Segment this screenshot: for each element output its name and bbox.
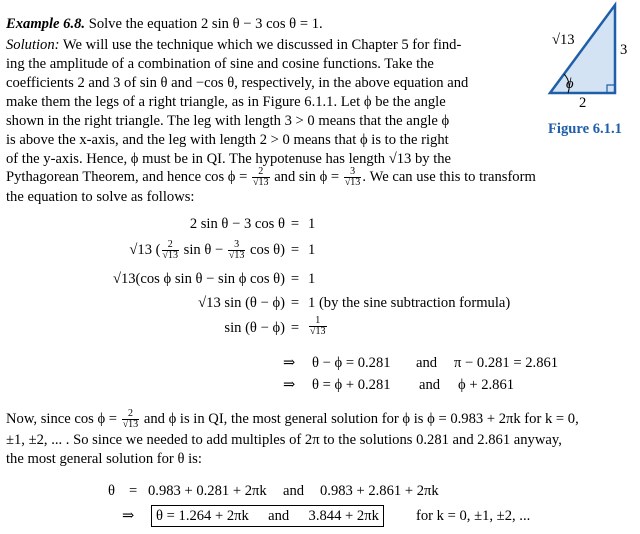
derivation-eq-4: =: [290, 295, 300, 311]
angle-phi-label: ϕ: [566, 76, 574, 92]
final-arrow: ⇒: [122, 508, 135, 524]
sin-phi-fraction: [344, 167, 362, 188]
general-line-1: [6, 408, 579, 430]
derivation-eq-1: =: [290, 216, 300, 232]
frac-num: 2: [162, 240, 180, 251]
final-lhs: θ: [108, 483, 115, 499]
solution-line-1: [6, 37, 461, 54]
final-sum-b: 0.983 + 2.861 + 2πk: [320, 483, 439, 499]
solution-line-6: is above the x-axis, and the leg with length 2 > 0 means that ϕ is to the right: [6, 132, 449, 148]
example-statement: Solve the equation 2 sin θ − 3 cos θ = 1.: [88, 16, 323, 32]
solution-text-8b: and sin ϕ =: [274, 169, 340, 185]
example-heading: [6, 16, 323, 33]
final-eq: =: [129, 483, 138, 499]
general-line-3: the most general solution for θ is:: [6, 451, 202, 467]
implication-and-2: and: [419, 377, 441, 393]
boxed-answer-a: θ = 1.264 + 2πk: [156, 508, 249, 524]
frac-den: √13: [344, 177, 361, 189]
solution-line-3: coefficients 2 and 3 of sin θ and −cos θ, respectively, in the above equation and: [6, 75, 469, 91]
boxed-answer: [151, 505, 384, 527]
solution-line-7: of the y-axis. Hence, ϕ must be in QI. The hypotenuse has length √13 by the: [6, 151, 452, 167]
solution-text-8a: Pythagorean Theorem, and hence cos ϕ =: [6, 169, 248, 185]
general-text-1b: and ϕ is in QI, the most general solution for ϕ is ϕ = 0.983 + 2πk for k = 0,: [143, 411, 579, 427]
derivation-lhs-2: [0, 239, 285, 261]
frac-den: √13: [162, 250, 179, 262]
derivation-rhs-1: 1: [308, 216, 316, 232]
frac-num: 2: [252, 167, 270, 178]
derivation-rhs-5: [308, 316, 328, 337]
frac-num: 3: [344, 167, 362, 178]
derivation-rhs-3: 1: [308, 271, 316, 287]
boxed-answer-b: 3.844 + 2πk: [308, 508, 379, 524]
implication-right-1: π − 0.281 = 2.861: [454, 355, 559, 371]
hypotenuse-label: √13: [552, 32, 575, 48]
solution-line-5: shown in the right triangle. The leg with length 3 > 0 means that the angle ϕ: [6, 113, 450, 129]
cos-phi-fraction: [252, 167, 270, 188]
triangle-shape: [550, 5, 615, 93]
derivation-eq-3: =: [290, 271, 300, 287]
solution-text-1: We will use the technique which we discussed in Chapter 5 for find-: [62, 37, 462, 53]
one-over-root13: [309, 316, 327, 337]
frac-den: √13: [122, 419, 139, 431]
frac-num: 1: [309, 316, 327, 327]
frac-den: √13: [310, 326, 326, 337]
solution-line-8: [6, 166, 536, 188]
final-sum-a: 0.983 + 0.281 + 2πk: [148, 483, 267, 499]
three-over-root13: [228, 240, 246, 261]
general-text-1a: Now, since cos ϕ =: [6, 411, 118, 427]
boxed-answer-and: and: [268, 508, 290, 524]
frac-den: √13: [253, 177, 269, 189]
solution-line-4: make them the legs of a right triangle, as in Figure 6.1.1. Let ϕ be the angle: [6, 94, 446, 110]
derivation-lhs-2a: √13 (: [129, 242, 161, 258]
solution-text-8c: . We can use this to transform: [362, 169, 536, 185]
implication-right-2: ϕ + 2.861: [458, 377, 515, 393]
vertical-leg-label: 3: [620, 42, 628, 58]
two-over-root13: [162, 240, 180, 261]
frac-den: √13: [228, 250, 245, 262]
frac-num: 2: [122, 409, 140, 420]
derivation-lhs-1: 2 sin θ − 3 cos θ: [189, 216, 285, 232]
derivation-eq-5: =: [290, 320, 300, 336]
derivation-rhs-2: 1: [308, 242, 316, 258]
figure-caption: Figure 6.1.1: [548, 121, 622, 137]
solution-label: Solution:: [6, 37, 60, 53]
general-line-2: ±1, ±2, ... . So since we needed to add multiples of 2π to the solutions 0.281 and 2.861 anyway,: [6, 432, 562, 448]
horizontal-leg-label: 2: [579, 95, 587, 111]
derivation-eq-2: =: [290, 242, 300, 258]
derivation-lhs-5: sin (θ − ϕ): [224, 320, 285, 336]
cos-phi-fraction-2: [122, 409, 140, 430]
implication-left-2: θ = ϕ + 0.281: [312, 377, 391, 393]
implication-and-1: and: [416, 355, 438, 371]
implication-arrow-1: ⇒: [283, 355, 296, 371]
derivation-lhs-2b: sin θ −: [183, 242, 224, 258]
implication-arrow-2: ⇒: [283, 377, 296, 393]
derivation-lhs-3: √13(cos ϕ sin θ − sin ϕ cos θ): [112, 271, 285, 287]
solution-line-2: ing the amplitude of a combination of sine and cosine functions. Take the: [6, 56, 434, 72]
frac-num: 3: [228, 240, 246, 251]
derivation-lhs-2c: cos θ): [250, 242, 285, 258]
derivation-rhs-4: 1 (by the sine subtraction formula): [308, 295, 511, 311]
solution-line-9: the equation to solve as follows:: [6, 189, 195, 205]
derivation-lhs-4: √13 sin (θ − ϕ): [198, 295, 285, 311]
final-and-1: and: [283, 483, 305, 499]
example-label: Example 6.8.: [6, 16, 86, 32]
implication-left-1: θ − ϕ = 0.281: [312, 355, 391, 371]
final-tail: for k = 0, ±1, ±2, ...: [416, 508, 531, 524]
